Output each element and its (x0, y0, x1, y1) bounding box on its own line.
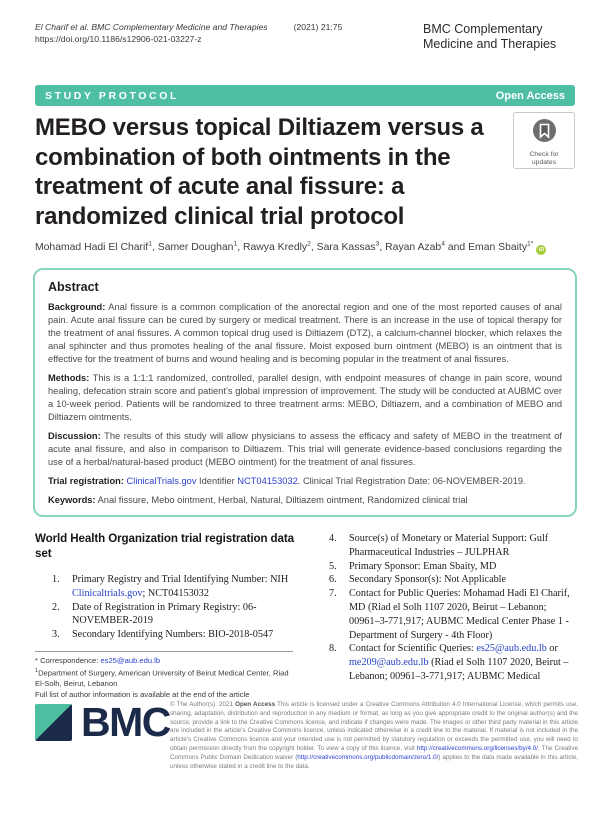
article-type-banner (35, 85, 575, 106)
author: and Eman Sbaity$^{1*}$ (444, 240, 534, 253)
abstract-trial-registration: Trial registration: ClinicalTrials.gov Identifier NCT04153032. Clinical Trial Registration Date: 06-NOVEMBER-2019. (48, 476, 526, 486)
check-for-updates-label: Check for updates (529, 151, 559, 166)
full-author-list-note: Full list of author information is available at the end of the article (35, 689, 250, 699)
citation-block (35, 22, 342, 52)
doi-link[interactable]: https://doi.org/10.1186/s12906-021-03227-z (35, 33, 202, 44)
who-list-left (35, 573, 298, 642)
author-footnotes (35, 651, 293, 700)
bmc-logo-text: BMC (81, 699, 170, 745)
author: Mohamad Hadi El Charif$^1$ (35, 240, 152, 253)
list-item: 6. Secondary Sponsor(s): Not Applicable (329, 574, 507, 586)
bmc-logo-icon (35, 704, 72, 741)
abstract-keywords: Keywords: Anal fissure, Mebo ointment, Herbal, Natural, Diltiazem ointment, Randomized clinical trial (48, 495, 468, 505)
orcid-icon[interactable]: iD (536, 245, 546, 255)
page-footer (35, 701, 578, 771)
email-link[interactable]: es25@aub.edu.lb (476, 643, 547, 655)
clinicaltrials-link[interactable]: Clinicaltrials.gov (72, 587, 143, 599)
copyright-notice: © The Author(s). 2021 Open Access This article is licensed under a Creative Commons Attribution 4.0 International License, which permits use, sharing, adaptation, distribution and reproduction in any medium or format, as long as you give appropriate credit to the original author(s) and the source, provide a link to the Creative Commons licence, and indicate if changes were made. The images or other third party material in this article are included in the article's Creative Commons licence, unless indicated otherwise in a credit line to the material. If material is not included in the article's Creative Commons licence and your intended use is not permitted by statutory regulation or exceeds the permitted use, you will need to obtain permission directly from the copyright holder. To view a copy of this licence, visit http://creativecommons.org/licenses/by/4.0/. The Creative Commons Public Domain Dedication waiver (http://creativecommons.org/publicdomain/zero/1.0/) applies to the data made available in this article, unless otherwise stated in a credit line to the data. (170, 701, 578, 770)
who-section-heading: World Health Organization trial registration data set (35, 532, 294, 560)
citation-volume: (2021) 21:75 (293, 22, 343, 32)
list-item: 3. Secondary Identifying Numbers: BIO-2018-0547 (52, 629, 274, 641)
bookmark-circle-icon (532, 118, 557, 148)
abstract-box (33, 268, 577, 517)
citation-text: El Charif et al. BMC Complementary Medicine and Therapies (35, 22, 268, 32)
list-item: 7. Contact for Public Queries: Mohamad Hadi El Charif, MD (Riad el Solh 1107 2020, Beirut – Lebanon; 00961–3-771,917; AUBMC Medical Center Phase 1 - Department of Surgery - 4th Floor) (329, 588, 570, 641)
list-item: 8. Contact for Scientific Queries: es25@aub.edu.lb or me209@aub.edu.lb (Riad el Solh 1107 2020, Beirut – Lebanon; 00961–3-771,917; AUBMC Medical (329, 643, 569, 682)
check-for-updates-button[interactable] (513, 112, 575, 169)
abstract-discussion: Discussion: The results of this study will allow physicians to assess the efficacy and safety of MEBO in the treatment of acute anal fissure, and also in comparison to Diltiazem. This trial will generate evidence-based conclusions regarding the use of a herbal/natural-based product (MEBO ointment) for the treatment of anal fissures. (48, 431, 562, 467)
abstract-heading: Abstract (48, 280, 99, 294)
abstract-methods: Methods: This is a 1:1:1 randomized, controlled, parallel design, with endpoint measures of change in pain score, wound healing, defecation strain score and patient’s global impression of improvement. The study will be conducted at AUBMC over a 10-week period. Patients will be randomized to three treatment arms: MEBO, Diltiazem, and a combination of MEBO and Diltiazem ointments. (48, 373, 562, 422)
journal-name: BMC Complementary Medicine and Therapies (423, 22, 557, 51)
email-link[interactable]: me209@aub.edu.lb (349, 657, 429, 669)
open-access-label: Open Access (495, 89, 565, 102)
list-item: 4. Source(s) of Monetary or Material Support: Gulf Pharmaceutical Industries – JULPHAR (329, 533, 549, 558)
page-header (35, 22, 575, 52)
abstract-background: Background: Anal fissure is a common complication of the anorectal region and one of the most reported causes of anal pain. Acute anal fissure can be cured by surgery or medical treatment. There is an increase in the use of topical therapy for the treatment of anal fissures. A common topical drug used is Diltiazem (DTZ), a calcium-channel blocker, which relaxes the anal sphincter and thus promotes healing of the anal fissure. Moist exposed burn ointment (MEBO) is an ointment that is effective for the treatment of burns and wound healing and is becoming popular in the treatment of anal fissures. (48, 302, 562, 364)
affiliation-text: Department of Surgery, American University of Beirut Medical Center, Riad El-Solh, Beirut, Lebanon (35, 668, 289, 689)
who-list-right (312, 532, 575, 684)
article-type-label: STUDY PROTOCOL (45, 89, 180, 102)
page-title: MEBO versus topical Diltiazem versus a combination of both ointments in the treatment of acute anal fissure: a randomized clinical trial protocol (35, 114, 484, 230)
correspondence-label: * Correspondence: (35, 656, 101, 665)
who-right-column (312, 532, 575, 684)
cc-zero-waiver-link[interactable]: http://creativecommons.org/publicdomain/zero/1.0/ (297, 753, 439, 761)
affiliation-sup: 1 (35, 668, 39, 675)
nct-id-link[interactable]: NCT04153032 (237, 476, 298, 486)
clinicaltrials-link[interactable]: ClinicalTrials.gov (126, 476, 197, 486)
list-item: 5. Primary Sponsor: Eman Sbaity, MD (329, 560, 497, 572)
author: , Rawya Kredly$^2$ (237, 240, 311, 253)
correspondence-email-link[interactable]: es25@aub.edu.lb (100, 656, 161, 665)
list-item: 2. Date of Registration in Primary Registry: 06-NOVEMBER-2019 (52, 601, 257, 627)
cc-by-license-link[interactable]: http://creativecommons.org/licenses/by/4.0/ (416, 744, 539, 752)
author: , Samer Doughan$^1$ (151, 240, 238, 253)
list-item: 1. Primary Registry and Trial Identifying Number: NIH Clinicaltrials.gov; NCT04153032 (52, 574, 289, 599)
author: , Sara Kassas$^3$ (310, 240, 380, 253)
open-access-bold: Open Access (235, 701, 276, 708)
author: , Rayan Azab$^4$ (379, 240, 445, 253)
author-list (35, 241, 575, 255)
bmc-logo (35, 701, 170, 771)
